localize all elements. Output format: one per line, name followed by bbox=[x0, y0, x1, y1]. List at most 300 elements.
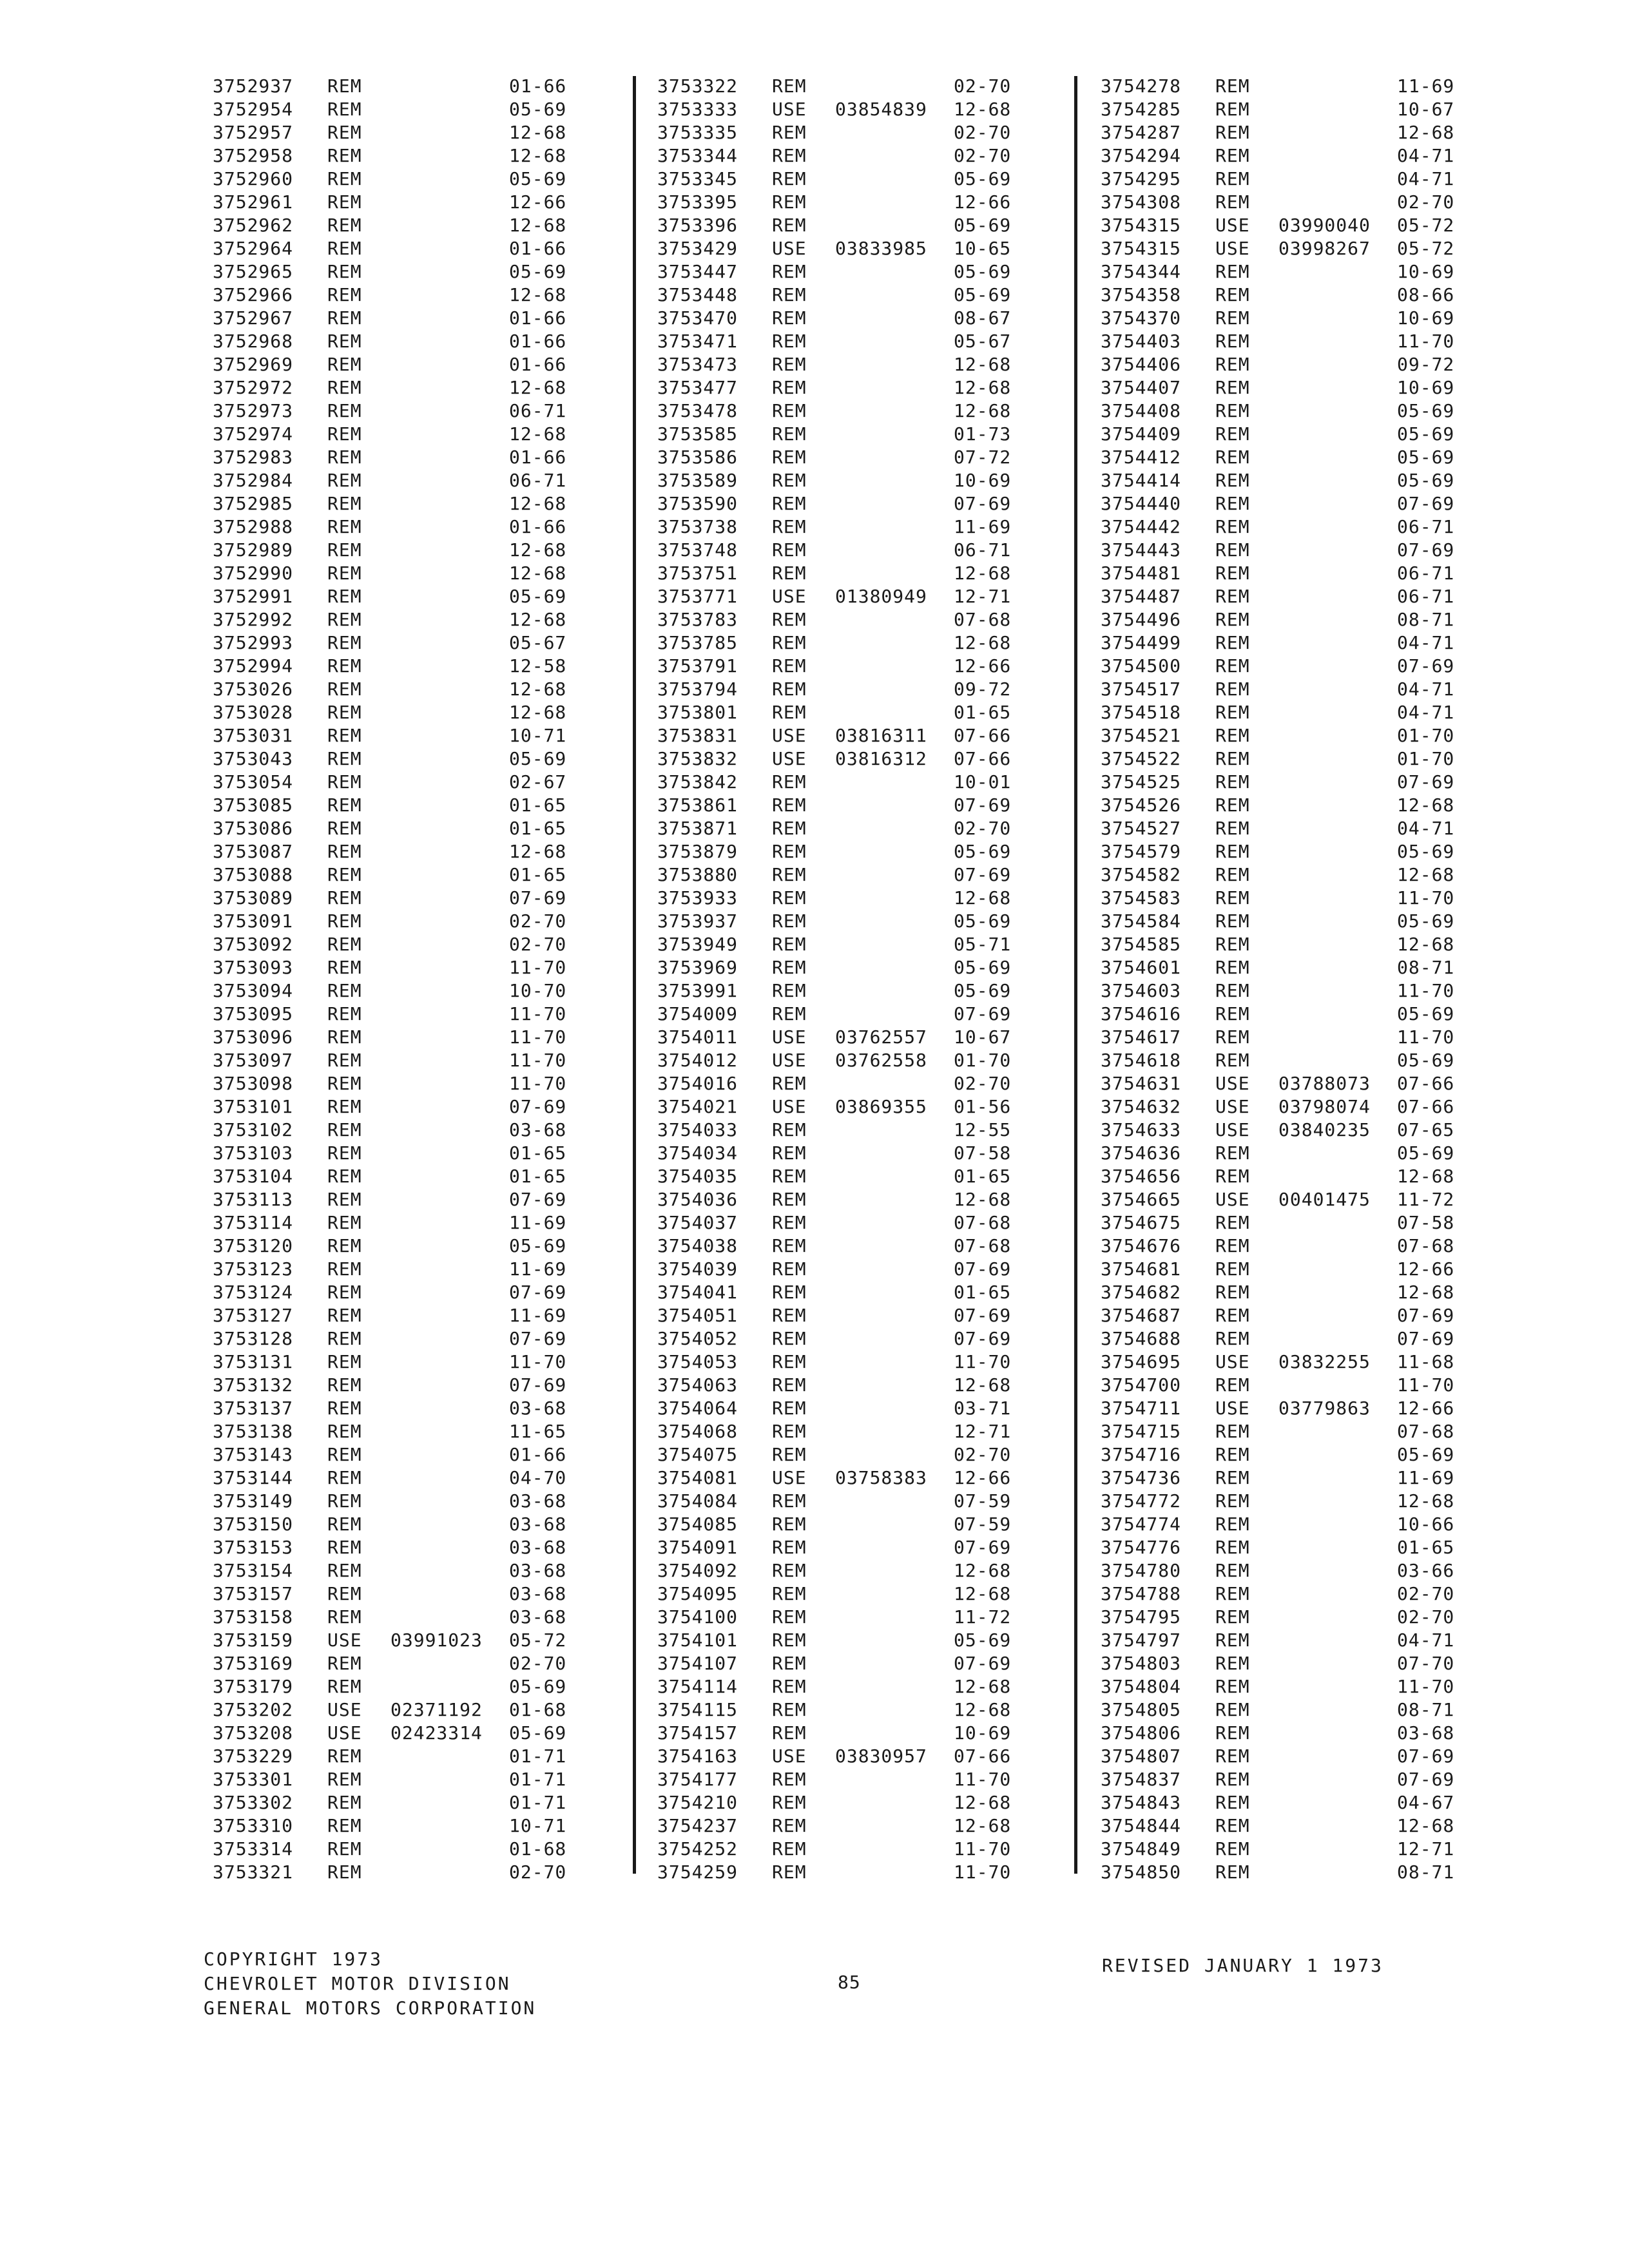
status-date: 06-71 bbox=[1397, 562, 1455, 584]
part-number: 3754804 bbox=[1101, 1676, 1182, 1697]
part-number: 3754631 bbox=[1101, 1073, 1182, 1094]
part-number: 3752957 bbox=[213, 122, 294, 143]
part-status: REM bbox=[327, 1490, 362, 1512]
status-date: 11-69 bbox=[1397, 75, 1455, 97]
part-number: 3753120 bbox=[213, 1235, 294, 1256]
part-status: REM bbox=[772, 910, 807, 932]
status-date: 12-68 bbox=[1397, 122, 1455, 143]
part-number: 3753448 bbox=[657, 284, 738, 305]
part-status: REM bbox=[327, 1769, 362, 1790]
status-date: 05-69 bbox=[1397, 423, 1455, 445]
status-date: 04-71 bbox=[1397, 145, 1455, 166]
status-date: 01-68 bbox=[509, 1838, 567, 1860]
part-status: REM bbox=[327, 1166, 362, 1187]
replacement-part-number: 03869355 bbox=[835, 1096, 927, 1117]
replacement-part-number: 03816312 bbox=[835, 748, 927, 769]
status-date: 05-69 bbox=[1397, 1003, 1455, 1024]
part-status: REM bbox=[1215, 307, 1250, 329]
part-status: REM bbox=[772, 1699, 807, 1720]
part-number: 3754308 bbox=[1101, 191, 1182, 213]
part-status: REM bbox=[327, 702, 362, 723]
status-date: 03-68 bbox=[509, 1583, 567, 1604]
part-status: REM bbox=[1215, 1792, 1250, 1813]
part-number: 3752968 bbox=[213, 331, 294, 352]
part-status: REM bbox=[1215, 609, 1250, 630]
status-date: 04-67 bbox=[1397, 1792, 1455, 1813]
part-number: 3754500 bbox=[1101, 655, 1182, 677]
part-status: REM bbox=[1215, 1838, 1250, 1860]
part-number: 3754582 bbox=[1101, 864, 1182, 885]
part-number: 3753132 bbox=[213, 1374, 294, 1396]
part-number: 3753345 bbox=[657, 168, 738, 189]
status-date: 05-69 bbox=[1397, 1050, 1455, 1071]
column-divider bbox=[633, 76, 636, 1874]
part-status: REM bbox=[327, 655, 362, 677]
part-number: 3754665 bbox=[1101, 1189, 1182, 1210]
part-number: 3754407 bbox=[1101, 377, 1182, 398]
part-number: 3754522 bbox=[1101, 748, 1182, 769]
part-number: 3754177 bbox=[657, 1769, 738, 1790]
status-date: 07-66 bbox=[954, 748, 1012, 769]
part-number: 3753879 bbox=[657, 841, 738, 862]
part-number: 3754700 bbox=[1101, 1374, 1182, 1396]
status-date: 07-68 bbox=[954, 1235, 1012, 1256]
part-number: 3753785 bbox=[657, 632, 738, 653]
part-status: REM bbox=[1215, 1258, 1250, 1280]
part-status: REM bbox=[327, 1606, 362, 1628]
part-status: REM bbox=[772, 1073, 807, 1094]
part-number: 3753933 bbox=[657, 887, 738, 908]
status-date: 10-71 bbox=[509, 1815, 567, 1836]
part-status: REM bbox=[1215, 1514, 1250, 1535]
status-date: 12-68 bbox=[954, 400, 1012, 421]
status-date: 12-68 bbox=[1397, 1282, 1455, 1303]
part-status: REM bbox=[1215, 632, 1250, 653]
part-status: REM bbox=[327, 1745, 362, 1767]
part-number: 3753150 bbox=[213, 1514, 294, 1535]
status-date: 05-69 bbox=[1397, 447, 1455, 468]
status-date: 05-69 bbox=[954, 168, 1012, 189]
status-date: 05-69 bbox=[954, 957, 1012, 978]
part-number: 3754038 bbox=[657, 1235, 738, 1256]
status-date: 05-69 bbox=[509, 1722, 567, 1744]
status-date: 01-65 bbox=[509, 794, 567, 816]
part-status: USE bbox=[1215, 1351, 1250, 1372]
part-number: 3754656 bbox=[1101, 1166, 1182, 1187]
status-date: 04-71 bbox=[1397, 678, 1455, 700]
part-status: REM bbox=[772, 1629, 807, 1651]
status-date: 11-69 bbox=[954, 516, 1012, 537]
part-number: 3754716 bbox=[1101, 1444, 1182, 1465]
part-status: REM bbox=[327, 1258, 362, 1280]
part-status: REM bbox=[1215, 1606, 1250, 1628]
status-date: 05-69 bbox=[954, 1629, 1012, 1651]
part-number: 3754052 bbox=[657, 1328, 738, 1349]
part-number: 3754315 bbox=[1101, 238, 1182, 259]
status-date: 05-71 bbox=[954, 934, 1012, 955]
part-number: 3752993 bbox=[213, 632, 294, 653]
status-date: 07-66 bbox=[1397, 1073, 1455, 1094]
part-status: REM bbox=[1215, 864, 1250, 885]
part-number: 3753153 bbox=[213, 1537, 294, 1558]
part-number: 3754837 bbox=[1101, 1769, 1182, 1790]
part-status: REM bbox=[1215, 1421, 1250, 1442]
status-date: 12-68 bbox=[1397, 1815, 1455, 1836]
status-date: 07-59 bbox=[954, 1514, 1012, 1535]
part-number: 3753157 bbox=[213, 1583, 294, 1604]
part-status: REM bbox=[772, 887, 807, 908]
part-status: REM bbox=[327, 1653, 362, 1674]
part-status: REM bbox=[327, 1514, 362, 1535]
page-number: 85 bbox=[838, 1972, 861, 1993]
status-date: 05-69 bbox=[509, 748, 567, 769]
part-status: REM bbox=[1215, 702, 1250, 723]
status-date: 01-71 bbox=[509, 1745, 567, 1767]
status-date: 12-66 bbox=[509, 191, 567, 213]
part-number: 3754114 bbox=[657, 1676, 738, 1697]
status-date: 07-69 bbox=[509, 1096, 567, 1117]
part-number: 3754035 bbox=[657, 1166, 738, 1187]
status-date: 07-69 bbox=[954, 493, 1012, 514]
part-status: REM bbox=[327, 470, 362, 491]
part-number: 3752972 bbox=[213, 377, 294, 398]
status-date: 12-68 bbox=[1397, 794, 1455, 816]
status-date: 07-69 bbox=[954, 864, 1012, 885]
part-number: 3753202 bbox=[213, 1699, 294, 1720]
status-date: 02-70 bbox=[954, 1444, 1012, 1465]
status-date: 04-71 bbox=[1397, 1629, 1455, 1651]
part-status: REM bbox=[327, 1861, 362, 1883]
status-date: 08-71 bbox=[1397, 957, 1455, 978]
part-number: 3752964 bbox=[213, 238, 294, 259]
replacement-part-number: 03991023 bbox=[390, 1629, 483, 1651]
part-number: 3754403 bbox=[1101, 331, 1182, 352]
part-number: 3754259 bbox=[657, 1861, 738, 1883]
part-status: REM bbox=[327, 1142, 362, 1164]
part-number: 3753093 bbox=[213, 957, 294, 978]
part-status: REM bbox=[327, 1374, 362, 1396]
status-date: 12-68 bbox=[509, 539, 567, 561]
part-status: REM bbox=[327, 191, 362, 213]
part-number: 3754252 bbox=[657, 1838, 738, 1860]
column-divider bbox=[1074, 76, 1077, 1874]
part-number: 3753447 bbox=[657, 261, 738, 282]
part-status: REM bbox=[1215, 377, 1250, 398]
status-date: 12-68 bbox=[954, 1583, 1012, 1604]
part-number: 3754585 bbox=[1101, 934, 1182, 955]
part-number: 3754711 bbox=[1101, 1398, 1182, 1419]
status-date: 07-68 bbox=[1397, 1421, 1455, 1442]
part-status: REM bbox=[772, 1583, 807, 1604]
status-date: 02-70 bbox=[509, 910, 567, 932]
status-date: 11-70 bbox=[509, 1050, 567, 1071]
part-status: REM bbox=[772, 632, 807, 653]
part-status: REM bbox=[1215, 957, 1250, 978]
part-status: USE bbox=[1215, 1119, 1250, 1140]
part-number: 3754358 bbox=[1101, 284, 1182, 305]
part-status: REM bbox=[327, 1792, 362, 1813]
part-number: 3752990 bbox=[213, 562, 294, 584]
part-status: USE bbox=[772, 1745, 807, 1767]
status-date: 02-70 bbox=[954, 145, 1012, 166]
part-status: REM bbox=[1215, 771, 1250, 793]
status-date: 11-72 bbox=[1397, 1189, 1455, 1210]
status-date: 12-68 bbox=[509, 145, 567, 166]
part-status: REM bbox=[1215, 1722, 1250, 1744]
part-number: 3752989 bbox=[213, 539, 294, 561]
part-number: 3754676 bbox=[1101, 1235, 1182, 1256]
status-date: 12-68 bbox=[509, 678, 567, 700]
status-date: 05-67 bbox=[954, 331, 1012, 352]
status-date: 12-68 bbox=[509, 493, 567, 514]
part-status: REM bbox=[772, 609, 807, 630]
part-status: REM bbox=[772, 284, 807, 305]
status-date: 11-70 bbox=[1397, 980, 1455, 1001]
status-date: 07-69 bbox=[509, 1374, 567, 1396]
status-date: 12-68 bbox=[954, 1374, 1012, 1396]
part-number: 3754583 bbox=[1101, 887, 1182, 908]
part-number: 3754776 bbox=[1101, 1537, 1182, 1558]
part-number: 3754633 bbox=[1101, 1119, 1182, 1140]
copyright-block bbox=[204, 1947, 536, 2021]
part-number: 3753310 bbox=[213, 1815, 294, 1836]
part-status: REM bbox=[327, 1676, 362, 1697]
part-number: 3753101 bbox=[213, 1096, 294, 1117]
part-number: 3753791 bbox=[657, 655, 738, 677]
status-date: 12-68 bbox=[509, 702, 567, 723]
part-number: 3754084 bbox=[657, 1490, 738, 1512]
part-status: REM bbox=[772, 818, 807, 839]
part-status: REM bbox=[327, 1560, 362, 1581]
status-date: 07-69 bbox=[1397, 1769, 1455, 1790]
part-number: 3754682 bbox=[1101, 1282, 1182, 1303]
status-date: 02-70 bbox=[954, 75, 1012, 97]
part-number: 3753149 bbox=[213, 1490, 294, 1512]
part-status: REM bbox=[1215, 1050, 1250, 1071]
part-status: REM bbox=[327, 75, 362, 97]
part-number: 3754157 bbox=[657, 1722, 738, 1744]
part-number: 3754295 bbox=[1101, 168, 1182, 189]
status-date: 05-69 bbox=[954, 284, 1012, 305]
part-status: REM bbox=[1215, 818, 1250, 839]
part-number: 3754012 bbox=[657, 1050, 738, 1071]
status-date: 07-69 bbox=[954, 1003, 1012, 1024]
part-status: REM bbox=[1215, 539, 1250, 561]
status-date: 03-68 bbox=[509, 1398, 567, 1419]
status-date: 02-70 bbox=[1397, 191, 1455, 213]
part-number: 3754406 bbox=[1101, 354, 1182, 375]
part-number: 3754101 bbox=[657, 1629, 738, 1651]
status-date: 09-72 bbox=[1397, 354, 1455, 375]
part-status: REM bbox=[327, 354, 362, 375]
part-status: REM bbox=[327, 1421, 362, 1442]
part-number: 3754695 bbox=[1101, 1351, 1182, 1372]
status-date: 01-56 bbox=[954, 1096, 1012, 1117]
status-date: 01-66 bbox=[509, 307, 567, 329]
part-status: REM bbox=[327, 516, 362, 537]
part-status: REM bbox=[772, 261, 807, 282]
division-line: CHEVROLET MOTOR DIVISION bbox=[204, 1973, 511, 1994]
status-date: 03-66 bbox=[1397, 1560, 1455, 1581]
part-status: REM bbox=[327, 447, 362, 468]
part-number: 3753396 bbox=[657, 215, 738, 236]
part-status: USE bbox=[772, 1050, 807, 1071]
part-status: REM bbox=[1215, 725, 1250, 746]
status-date: 05-69 bbox=[509, 261, 567, 282]
part-status: USE bbox=[772, 99, 807, 120]
part-number: 3753091 bbox=[213, 910, 294, 932]
status-date: 11-70 bbox=[954, 1769, 1012, 1790]
part-number: 3753094 bbox=[213, 980, 294, 1001]
status-date: 12-68 bbox=[1397, 934, 1455, 955]
part-status: REM bbox=[327, 1583, 362, 1604]
status-date: 12-66 bbox=[954, 1467, 1012, 1488]
part-status: REM bbox=[1215, 122, 1250, 143]
part-number: 3753832 bbox=[657, 748, 738, 769]
status-date: 01-71 bbox=[509, 1792, 567, 1813]
part-number: 3754409 bbox=[1101, 423, 1182, 445]
part-status: REM bbox=[772, 957, 807, 978]
status-date: 01-65 bbox=[954, 1282, 1012, 1303]
part-status: REM bbox=[1215, 1003, 1250, 1024]
part-status: REM bbox=[327, 307, 362, 329]
status-date: 05-69 bbox=[509, 99, 567, 120]
status-date: 12-68 bbox=[954, 99, 1012, 120]
status-date: 07-72 bbox=[954, 447, 1012, 468]
status-date: 05-69 bbox=[954, 215, 1012, 236]
part-status: REM bbox=[1215, 1444, 1250, 1465]
part-number: 3754107 bbox=[657, 1653, 738, 1674]
part-status: REM bbox=[1215, 1282, 1250, 1303]
status-date: 01-68 bbox=[509, 1699, 567, 1720]
status-date: 01-70 bbox=[1397, 725, 1455, 746]
part-number: 3754075 bbox=[657, 1444, 738, 1465]
part-number: 3754807 bbox=[1101, 1745, 1182, 1767]
part-number: 3753314 bbox=[213, 1838, 294, 1860]
status-date: 07-58 bbox=[1397, 1212, 1455, 1233]
status-date: 02-70 bbox=[1397, 1583, 1455, 1604]
part-status: REM bbox=[1215, 99, 1250, 120]
status-date: 04-70 bbox=[509, 1467, 567, 1488]
part-status: REM bbox=[1215, 1166, 1250, 1187]
part-number: 3753098 bbox=[213, 1073, 294, 1094]
status-date: 12-71 bbox=[1397, 1838, 1455, 1860]
part-status: REM bbox=[772, 1212, 807, 1233]
status-date: 08-66 bbox=[1397, 284, 1455, 305]
part-number: 3753748 bbox=[657, 539, 738, 561]
part-number: 3754526 bbox=[1101, 794, 1182, 816]
part-status: REM bbox=[772, 1258, 807, 1280]
part-number: 3754095 bbox=[657, 1583, 738, 1604]
status-date: 11-69 bbox=[509, 1258, 567, 1280]
part-status: REM bbox=[772, 145, 807, 166]
part-number: 3754601 bbox=[1101, 957, 1182, 978]
replacement-part-number: 03762557 bbox=[835, 1026, 927, 1048]
part-status: REM bbox=[327, 1026, 362, 1048]
part-number: 3754063 bbox=[657, 1374, 738, 1396]
status-date: 12-68 bbox=[1397, 1490, 1455, 1512]
part-number: 3753589 bbox=[657, 470, 738, 491]
part-status: REM bbox=[327, 215, 362, 236]
part-number: 3753095 bbox=[213, 1003, 294, 1024]
part-status: REM bbox=[1215, 1769, 1250, 1790]
part-status: REM bbox=[1215, 934, 1250, 955]
status-date: 01-66 bbox=[509, 238, 567, 259]
status-date: 08-71 bbox=[1397, 1861, 1455, 1883]
replacement-part-number: 03854839 bbox=[835, 99, 927, 120]
status-date: 05-69 bbox=[1397, 910, 1455, 932]
status-date: 07-69 bbox=[954, 1328, 1012, 1349]
part-number: 3752991 bbox=[213, 586, 294, 607]
status-date: 07-69 bbox=[509, 1328, 567, 1349]
part-status: REM bbox=[772, 354, 807, 375]
status-date: 05-69 bbox=[1397, 470, 1455, 491]
part-number: 3754085 bbox=[657, 1514, 738, 1535]
part-number: 3753969 bbox=[657, 957, 738, 978]
status-date: 01-65 bbox=[954, 702, 1012, 723]
part-number: 3753871 bbox=[657, 818, 738, 839]
part-status: REM bbox=[772, 75, 807, 97]
part-status: REM bbox=[1215, 1235, 1250, 1256]
part-status: REM bbox=[772, 1838, 807, 1860]
status-date: 03-68 bbox=[509, 1490, 567, 1512]
status-date: 07-69 bbox=[954, 1537, 1012, 1558]
part-number: 3753114 bbox=[213, 1212, 294, 1233]
part-status: REM bbox=[327, 748, 362, 769]
status-date: 01-66 bbox=[509, 1444, 567, 1465]
status-date: 11-70 bbox=[509, 1003, 567, 1024]
part-number: 3752992 bbox=[213, 609, 294, 630]
part-status: REM bbox=[1215, 1560, 1250, 1581]
status-date: 01-70 bbox=[1397, 748, 1455, 769]
part-status: REM bbox=[1215, 1212, 1250, 1233]
status-date: 11-70 bbox=[1397, 1026, 1455, 1048]
part-status: USE bbox=[772, 1096, 807, 1117]
part-number: 3753344 bbox=[657, 145, 738, 166]
part-number: 3753159 bbox=[213, 1629, 294, 1651]
part-number: 3753104 bbox=[213, 1166, 294, 1187]
part-status: REM bbox=[327, 238, 362, 259]
part-status: REM bbox=[772, 447, 807, 468]
replacement-part-number: 03762558 bbox=[835, 1050, 927, 1071]
part-number: 3753590 bbox=[657, 493, 738, 514]
part-number: 3753208 bbox=[213, 1722, 294, 1744]
part-number: 3754408 bbox=[1101, 400, 1182, 421]
part-status: REM bbox=[772, 1142, 807, 1164]
status-date: 08-71 bbox=[1397, 609, 1455, 630]
part-status: REM bbox=[772, 470, 807, 491]
part-status: REM bbox=[772, 1769, 807, 1790]
status-date: 12-68 bbox=[509, 215, 567, 236]
part-status: REM bbox=[327, 423, 362, 445]
part-status: USE bbox=[772, 725, 807, 746]
status-date: 10-65 bbox=[954, 238, 1012, 259]
part-number: 3753087 bbox=[213, 841, 294, 862]
part-number: 3753102 bbox=[213, 1119, 294, 1140]
part-status: REM bbox=[327, 1328, 362, 1349]
part-status: REM bbox=[772, 122, 807, 143]
part-status: REM bbox=[1215, 191, 1250, 213]
part-status: REM bbox=[327, 725, 362, 746]
status-date: 10-69 bbox=[1397, 261, 1455, 282]
part-number: 3754797 bbox=[1101, 1629, 1182, 1651]
part-status: REM bbox=[772, 1490, 807, 1512]
part-status: REM bbox=[327, 1119, 362, 1140]
status-date: 07-69 bbox=[954, 794, 1012, 816]
status-date: 03-68 bbox=[509, 1560, 567, 1581]
part-number: 3754081 bbox=[657, 1467, 738, 1488]
part-number: 3753169 bbox=[213, 1653, 294, 1674]
